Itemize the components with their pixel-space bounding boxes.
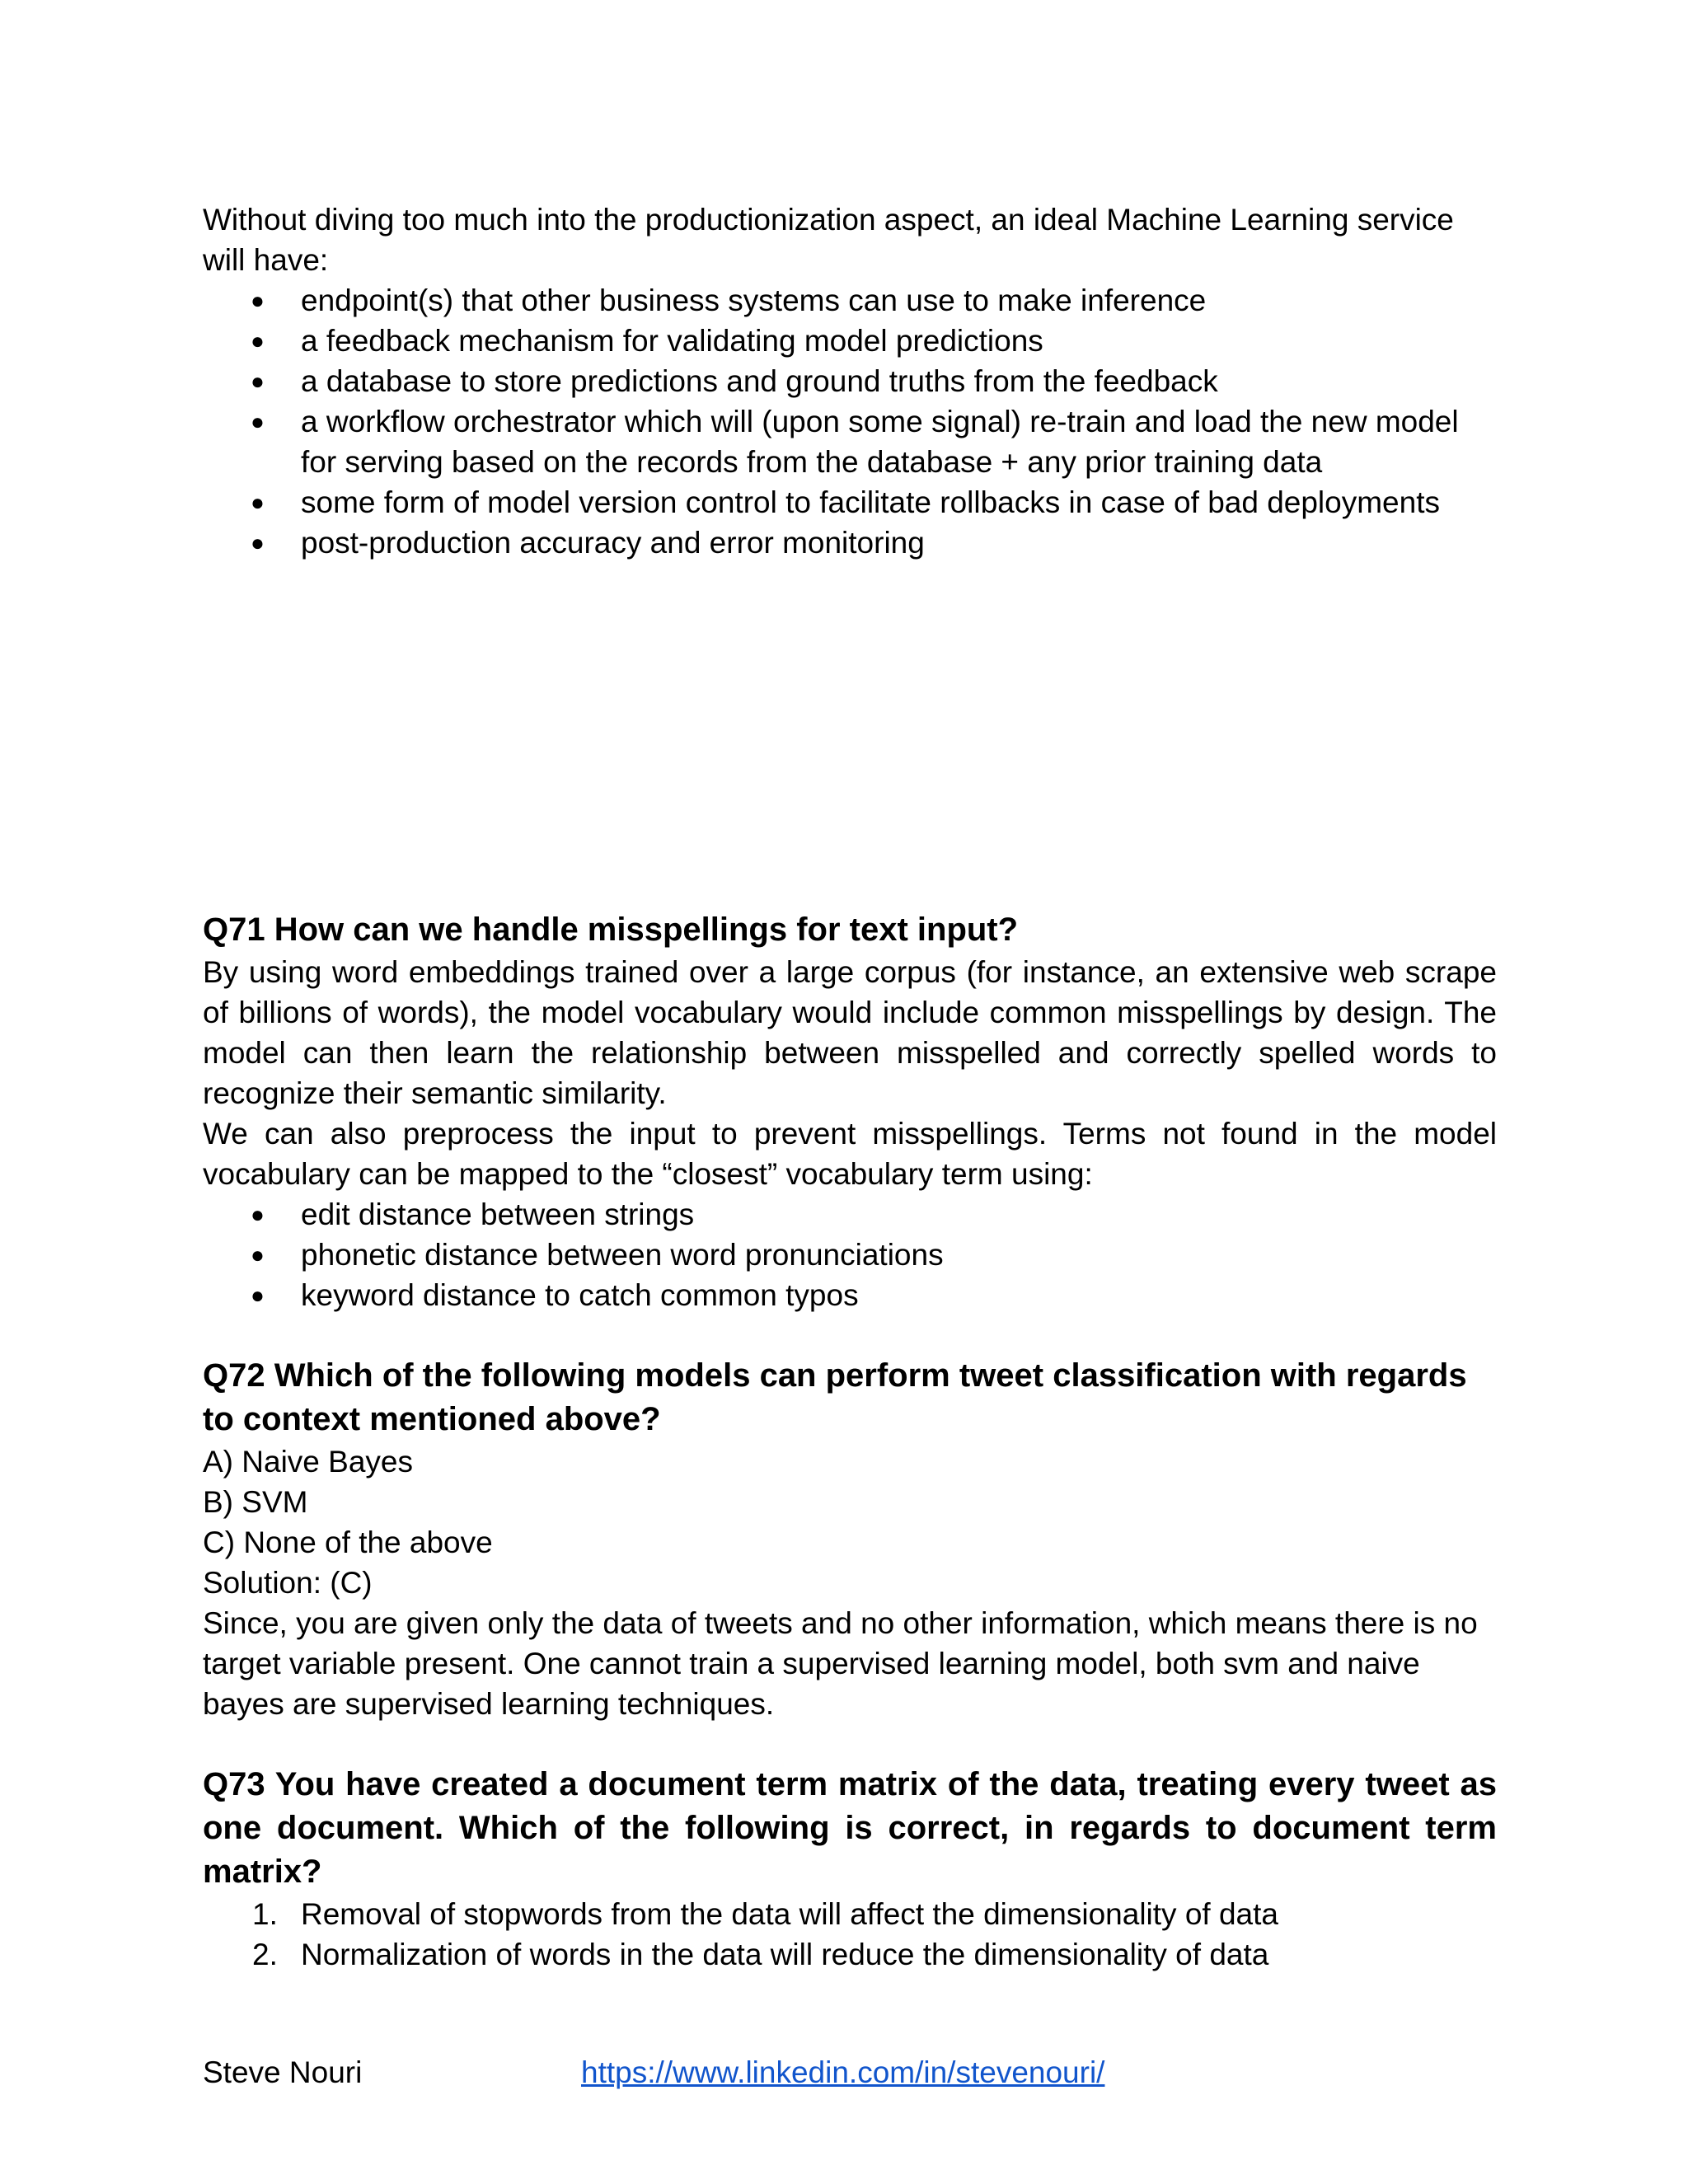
q71-paragraph-1: By using word embeddings trained over a large corpus (for instance, an extensive web scrape of billions of words), the model vocabulary would include common misspellings by design. The model can then learn the relationship between misspelled and correctly spelled words to recognize their semantic similarity. [203, 955, 1497, 1110]
list-item-text: edit distance between strings [301, 1197, 695, 1231]
intro-paragraph: Without diving too much into the productionization aspect, an ideal Machine Learning service will have: [203, 203, 1454, 277]
list-item [203, 482, 1497, 523]
list-number: 1. [252, 1897, 278, 1931]
list-item [203, 1934, 1497, 1975]
q71-heading: Q71 How can we handle misspellings for text input? [203, 912, 1019, 948]
list-item [203, 1235, 1497, 1275]
bullet-icon: ● [251, 288, 265, 313]
q72-option-a: A) Naive Bayes [203, 1445, 413, 1479]
bullet-icon: ● [251, 1242, 265, 1268]
q72-heading: Q72 Which of the following models can perform tweet classification with regards to context mentioned above? [203, 1357, 1467, 1437]
q72-section [203, 1354, 1497, 1724]
list-item-text: post-production accuracy and error monitoring [301, 526, 925, 560]
q73-section [203, 1763, 1497, 1975]
list-item-text: a workflow orchestrator which will (upon some signal) re-train and load the new model for serving based on the records from the database + any prior training data [301, 405, 1459, 479]
footer-author: Steve Nouri [203, 2055, 363, 2089]
bullet-icon: ● [251, 490, 265, 515]
list-item [203, 361, 1497, 401]
list-item [203, 401, 1497, 482]
bullet-icon: ● [251, 530, 265, 555]
q72-solution: Solution: (C) [203, 1566, 373, 1600]
bullet-icon: ● [251, 328, 265, 354]
bullet-icon: ● [251, 368, 265, 394]
list-item-text: Removal of stopwords from the data will affect the dimensionality of data [301, 1897, 1278, 1931]
q71-bullet-list [203, 1194, 1497, 1315]
list-item-text: a feedback mechanism for validating model predictions [301, 324, 1043, 358]
q71-paragraph-2: We can also preprocess the input to prevent misspellings. Terms not found in the model vocabulary can be mapped to the “closest” vocabulary term using: [203, 1117, 1497, 1191]
list-item-text: phonetic distance between word pronunciations [301, 1238, 944, 1272]
list-item [203, 1194, 1497, 1235]
footer-linkedin-link[interactable]: https://www.linkedin.com/in/stevenouri/ [581, 2055, 1105, 2089]
bullet-icon: ● [251, 1282, 265, 1308]
list-item [203, 1894, 1497, 1934]
q73-heading: Q73 You have created a document term matrix of the data, treating every tweet as one document. Which of the following is correct, in regards to document term matrix? [203, 1766, 1497, 1890]
bullet-icon: ● [251, 1202, 265, 1227]
list-item [203, 280, 1497, 321]
list-item-text: Normalization of words in the data will reduce the dimensionality of data [301, 1938, 1269, 1971]
q71-section [203, 908, 1497, 1315]
q72-option-c: C) None of the above [203, 1526, 493, 1559]
list-item [203, 523, 1497, 563]
list-item [203, 321, 1497, 361]
q72-option-b: B) SVM [203, 1485, 308, 1519]
list-item-text: endpoint(s) that other business systems can use to make inference [301, 284, 1207, 317]
list-item-text: a database to store predictions and ground truths from the feedback [301, 364, 1218, 398]
list-number: 2. [252, 1938, 278, 1971]
list-item-text: keyword distance to catch common typos [301, 1278, 859, 1312]
list-item-text: some form of model version control to facilitate rollbacks in case of bad deployments [301, 485, 1440, 519]
q72-explanation: Since, you are given only the data of tweets and no other information, which means there is no target variable present. One cannot train a supervised learning model, both svm and naive bayes are supervised learning techniques. [203, 1606, 1478, 1721]
bullet-icon: ● [251, 409, 265, 434]
intro-bullet-list [203, 280, 1497, 563]
q73-numbered-list [203, 1894, 1497, 1975]
intro-section [203, 199, 1497, 563]
list-item [203, 1275, 1497, 1315]
